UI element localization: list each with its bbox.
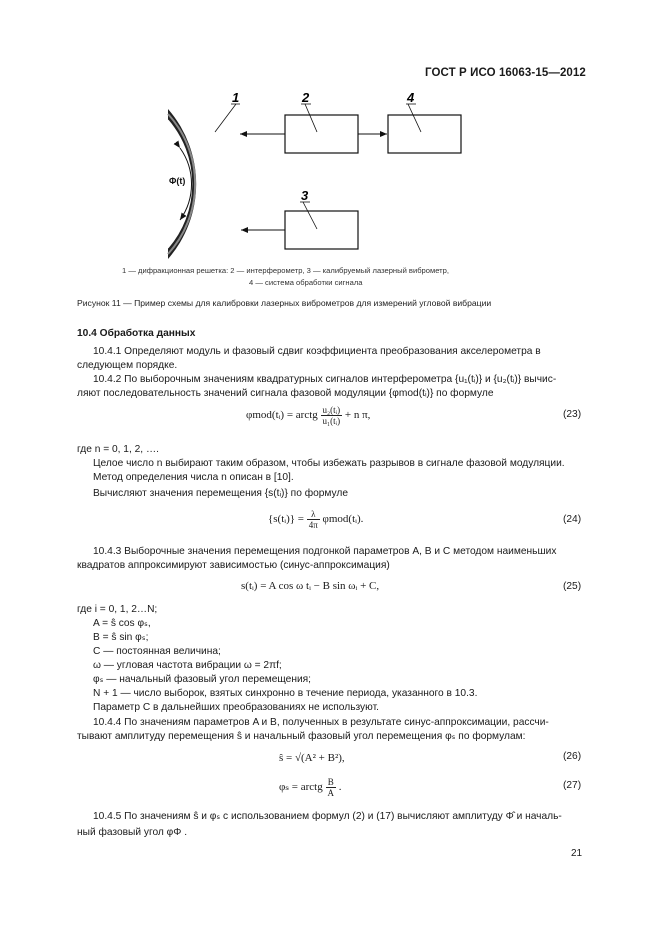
section-heading: 10.4 Обработка данных: [77, 328, 196, 339]
para-10-4-5-line1: 10.4.5 По значениям ŝ и φₛ с использованием формул (2) и (17) вычисляют амплитуду Φ̂ и началь-: [93, 811, 562, 822]
equation-24: {s(tᵢ)} = $\frac{\lambda}{4\pi}$ φmod(tᵢ).: [268, 509, 364, 530]
vibrometer-box: [285, 211, 358, 249]
equation-25-number: (25): [563, 581, 582, 592]
def-N: N + 1 — число выборок, взятых синхронно в течение периода, указанного в 10.3.: [93, 688, 478, 699]
figure-legend-line1: 1 — дифракционная решетка: 2 — интерферометр, 3 — калибруемый лазерный виброметр,: [122, 266, 449, 275]
para-10-4-5-line2: ный фазовый угол φΦ .: [77, 827, 188, 838]
def-A: A = ŝ cos φₛ,: [93, 618, 151, 629]
equation-25: s(tᵢ) = A cos ω tᵢ − B sin ωᵢ + C,: [241, 580, 380, 592]
def-B: B = ŝ sin φₛ;: [93, 632, 149, 643]
page-number: 21: [571, 848, 583, 859]
def-omega: ω — угловая частота вибрации ω = 2πf;: [93, 660, 282, 671]
para-compute-s: Вычисляют значения перемещения {s(tᵢ)} по формуле: [93, 488, 349, 499]
equation-23-number: (23): [563, 409, 582, 420]
para-10-4-2-line2: ляют последовательность значений сигнала фазовой модуляции {φmod(tᵢ)} по формуле: [77, 388, 494, 399]
figure-caption: Рисунок 11 — Пример схемы для калибровки лазерных виброметров для измерений угловой вибрации: [77, 298, 492, 308]
where-n: где n = 0, 1, 2, ….: [77, 444, 159, 455]
para-method-n: Метод определения числа n описан в [10].: [93, 472, 294, 483]
calibration-scheme-diagram: [0, 0, 661, 270]
equation-26-number: (26): [563, 751, 582, 762]
para-C-unused: Параметр C в дальнейших преобразованиях не используют.: [93, 702, 379, 713]
para-10-4-4-line1: 10.4.4 По значениям параметров A и B, полученных в результате синус-аппроксимации, рассчи-: [93, 717, 549, 728]
para-10-4-2-line1: 10.4.2 По выборочным значениям квадратурных сигналов интерферометра {u₁(tᵢ)} и {u₂(tᵢ)} вычис-: [93, 374, 557, 385]
equation-27-number: (27): [563, 780, 582, 791]
def-phi-s: φₛ — начальный фазовый угол перемещения;: [93, 674, 312, 685]
label-1: 1: [232, 90, 240, 105]
processing-system-box: [388, 115, 461, 153]
equation-26: ŝ = √(A² + B²),: [279, 752, 345, 764]
para-10-4-3-line2: квадратов аппроксимируют зависимостью (синус-аппроксимация): [77, 560, 390, 571]
equation-23: φmod(tᵢ) = arctg $\frac{\text{u₂(tᵢ)}}{\text{u₁(tᵢ)}}$ + n π,: [246, 405, 371, 426]
standard-header: ГОСТ Р ИСО 16063-15—2012: [425, 67, 586, 79]
label-4: 4: [407, 90, 415, 105]
where-i: где i = 0, 1, 2…N;: [77, 604, 158, 615]
label-3: 3: [301, 188, 309, 203]
para-integer-n: Целое число n выбирают таким образом, чтобы избежать разрывов в сигнале фазовой модуляции.: [93, 458, 565, 469]
para-10-4-4-line2: тывают амплитуду перемещения ŝ и начальный фазовый угол перемещения φₛ по формулам:: [77, 731, 526, 742]
para-10-4-1-line1: 10.4.1 Определяют модуль и фазовый сдвиг коэффициента преобразования акселерометра в: [93, 346, 541, 357]
interferometer-box: [285, 115, 358, 153]
equation-24-number: (24): [563, 514, 582, 525]
para-10-4-3-line1: 10.4.3 Выборочные значения перемещения подгонкой параметров A, B и C методом наименьших: [93, 546, 557, 557]
label-2: 2: [302, 90, 310, 105]
equation-27: φₛ = arctg $\frac{B}{A}$ .: [279, 777, 342, 798]
phi-label: Φ(t): [169, 176, 186, 186]
def-C: C — постоянная величина;: [93, 646, 221, 657]
para-10-4-1-line2: следующем порядке.: [77, 360, 178, 371]
figure-legend-line2: 4 — система обработки сигнала: [249, 278, 363, 287]
